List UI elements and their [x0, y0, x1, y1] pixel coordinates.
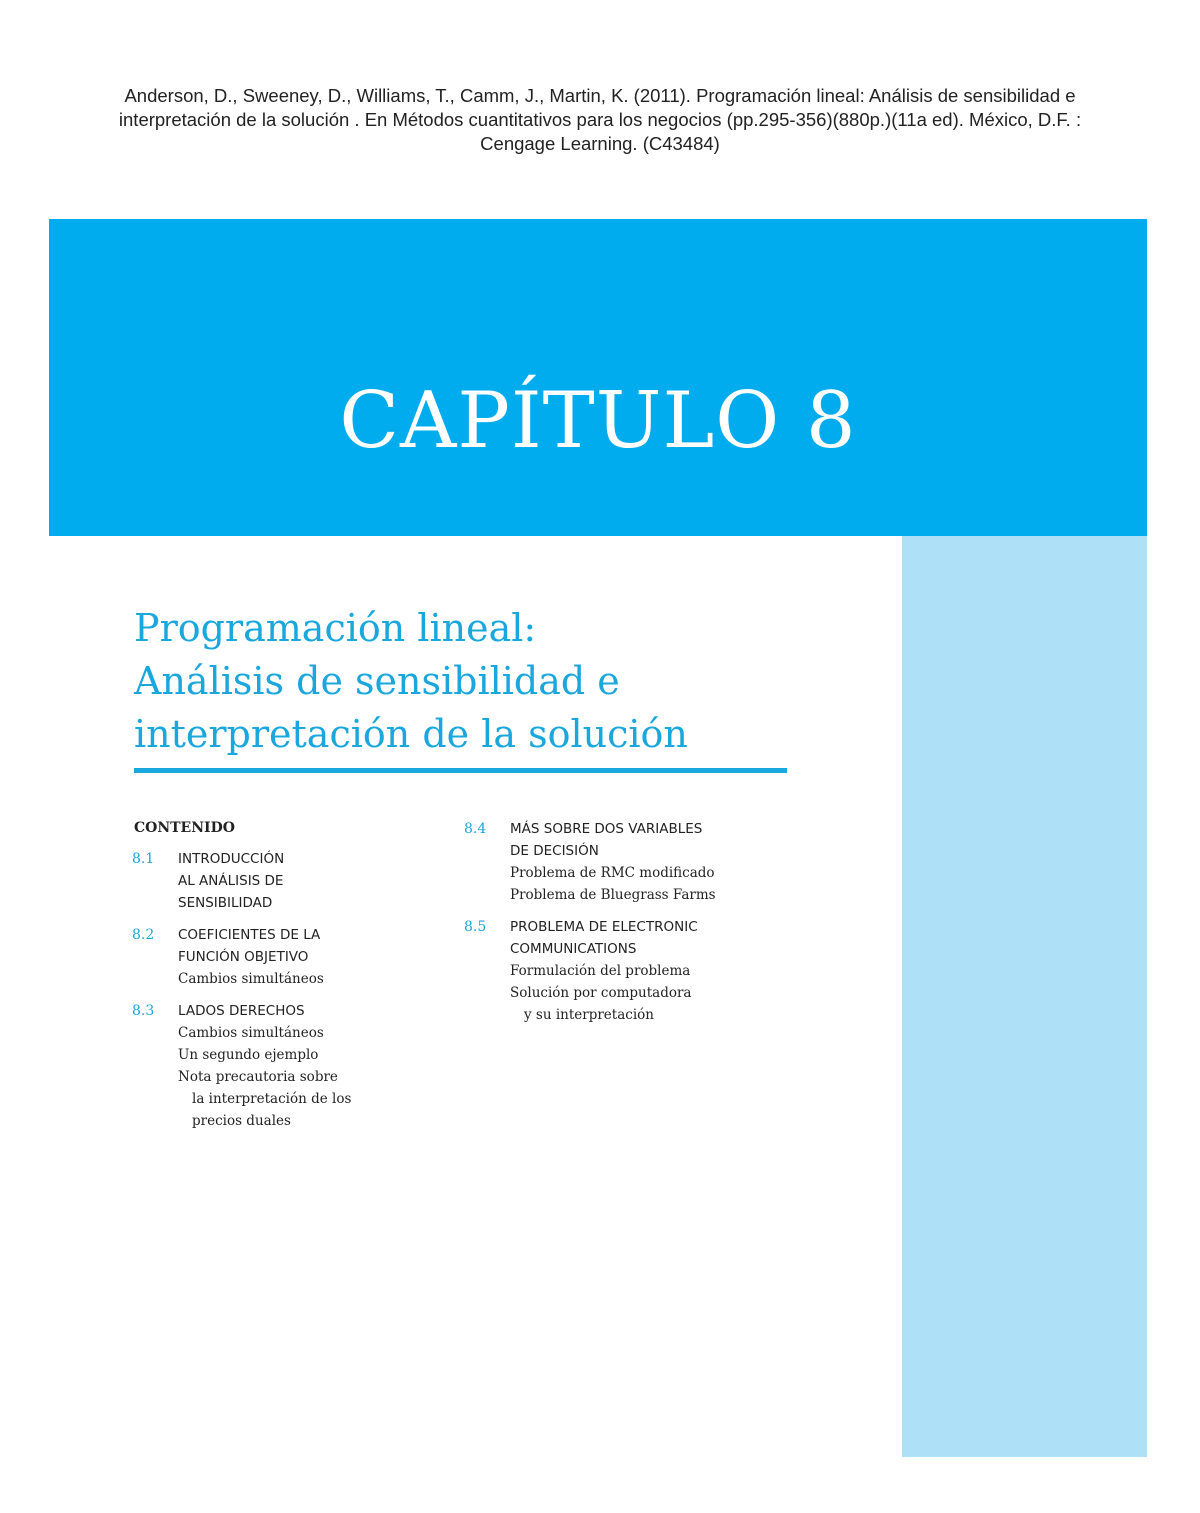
side-decorative-stripe	[902, 536, 1147, 1457]
section-title-line: PROBLEMA DE ELECTRONIC	[510, 919, 698, 935]
subitem: Solución por computadora	[510, 985, 692, 1001]
section-subitems	[178, 968, 422, 990]
citation-text	[40, 84, 1160, 156]
section-title-line: COEFICIENTES DE LA	[178, 927, 321, 943]
contents-heading: CONTENIDO	[134, 820, 235, 836]
subitem: Formulación del problema	[510, 963, 691, 979]
subitem: precios duales	[192, 1113, 291, 1129]
toc-column-right	[464, 818, 794, 1036]
section-subitems	[178, 1022, 422, 1132]
section-number: 8.5	[464, 919, 487, 935]
section-number: 8.3	[132, 1003, 155, 1019]
section-title	[178, 848, 422, 914]
subitem: Cambios simultáneos	[178, 971, 324, 987]
section-subitems	[510, 960, 794, 1026]
subitem: Nota precautoria sobre	[178, 1069, 338, 1085]
citation-line-1: Anderson, D., Sweeney, D., Williams, T., Camm, J., Martin, K. (2011). Programación lineal: Análisis de sensibilidad e	[124, 85, 1076, 106]
title-underline-rule	[134, 768, 787, 773]
section-title-line: AL ANÁLISIS DE	[178, 873, 284, 889]
chapter-title-line-1: Programación lineal:	[134, 606, 537, 650]
section-title	[178, 1000, 422, 1022]
subitem: Problema de RMC modificado	[510, 865, 715, 881]
chapter-title	[134, 602, 834, 761]
section-title-line: LADOS DERECHOS	[178, 1003, 305, 1019]
toc-section-8-2	[132, 924, 422, 990]
section-title	[510, 818, 794, 862]
toc-section-8-5	[464, 916, 794, 1026]
section-title-line: DE DECISIÓN	[510, 843, 599, 859]
chapter-title-line-3: interpretación de la solución	[134, 712, 688, 756]
chapter-label: CAPÍTULO 8	[339, 376, 857, 466]
section-title	[178, 924, 422, 968]
section-title-line: SENSIBILIDAD	[178, 895, 273, 911]
section-title-line: COMMUNICATIONS	[510, 941, 637, 957]
chapter-header-band	[49, 219, 1147, 536]
section-title-line: INTRODUCCIÓN	[178, 851, 285, 867]
toc-section-8-3	[132, 1000, 422, 1132]
section-number: 8.2	[132, 927, 155, 943]
citation-line-3: Cengage Learning. (C43484)	[480, 133, 720, 154]
subitem: Un segundo ejemplo	[178, 1047, 319, 1063]
section-title-line: FUNCIÓN OBJETIVO	[178, 949, 309, 965]
toc-section-8-1	[132, 848, 422, 914]
subitem: Problema de Bluegrass Farms	[510, 887, 716, 903]
section-title	[510, 916, 794, 960]
toc-column-left	[132, 848, 422, 1142]
section-title-line: MÁS SOBRE DOS VARIABLES	[510, 821, 703, 837]
section-number: 8.1	[132, 851, 155, 867]
toc-section-8-4	[464, 818, 794, 906]
chapter-title-line-2: Análisis de sensibilidad e	[134, 659, 620, 703]
section-number: 8.4	[464, 821, 487, 837]
subitem: y su interpretación	[524, 1007, 654, 1023]
section-subitems	[510, 862, 794, 906]
subitem: la interpretación de los	[192, 1091, 352, 1107]
citation-line-2: interpretación de la solución . En Métodos cuantitativos para los negocios (pp.295-356)(880p.)(11a ed). México, D.F. :	[118, 109, 1082, 130]
subitem: Cambios simultáneos	[178, 1025, 324, 1041]
